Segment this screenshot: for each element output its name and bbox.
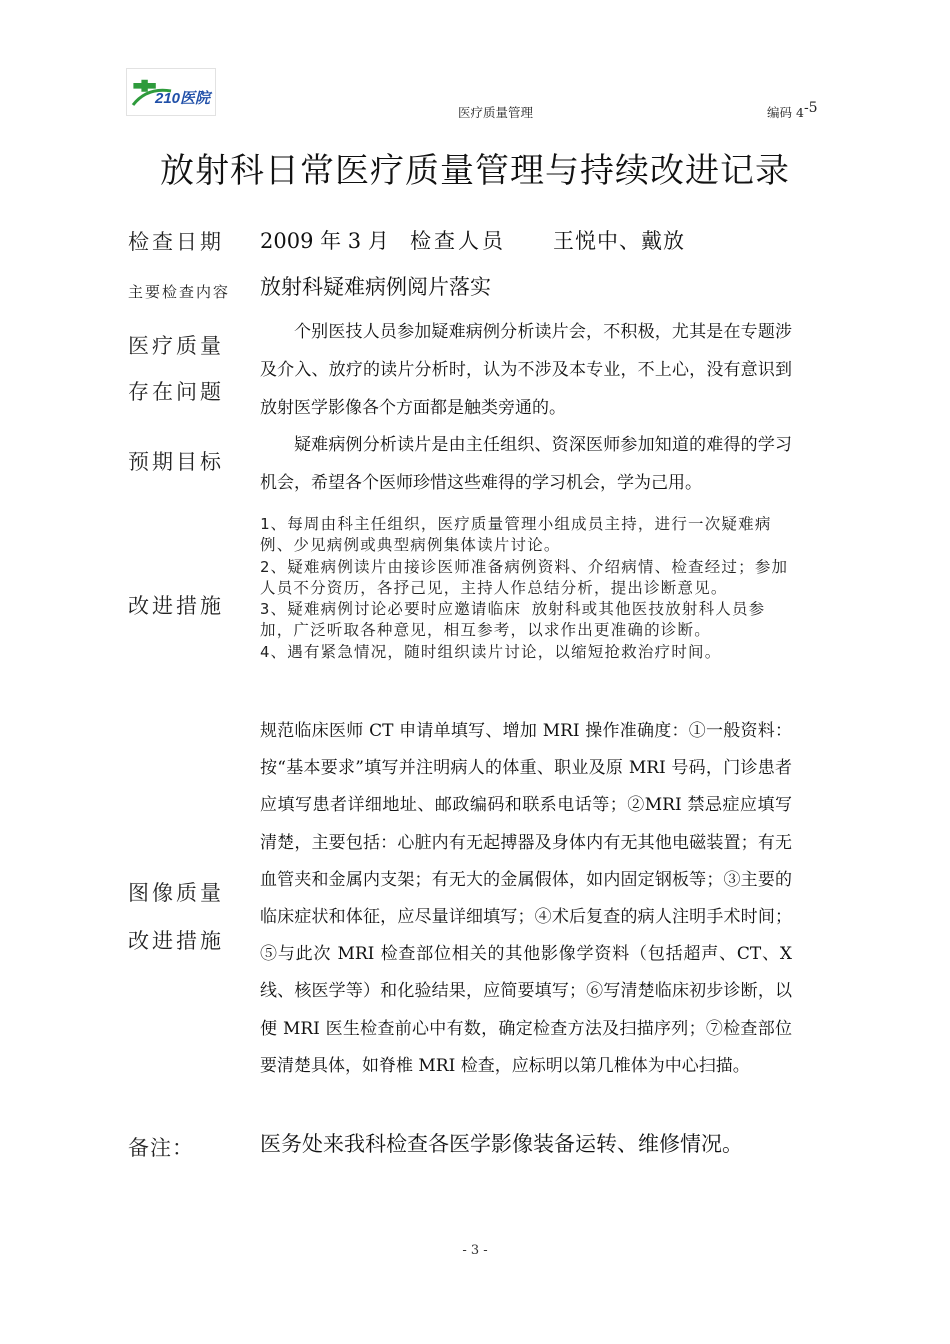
inspector-label: 检查人员 bbox=[410, 229, 506, 253]
problems-label-line1: 医疗质量 bbox=[128, 334, 224, 358]
svg-text:210医院: 210医院 bbox=[155, 90, 211, 107]
measure-item-2: 2、疑难病例读片由接诊医师准备病例资料、介绍病情、检查经过；参加人员不分资历，各抒己见，主持人作总结分析，提出诊断意见。 bbox=[260, 557, 789, 597]
document-code bbox=[767, 100, 818, 121]
document-code-label: 编码 4 bbox=[767, 105, 804, 120]
measures-list bbox=[260, 514, 792, 663]
problems-paragraph: 个别医技人员参加疑难病例分析读片会，不积极，尤其是在专题涉及介入、放疗的读片分析时，认为不涉及本专业，不上心，没有意识到放射医学影像各个方面都是触类旁通的。 bbox=[260, 322, 792, 418]
measure-item-1: 1、每周由科主任组织，医疗质量管理小组成员主持，进行一次疑难病例、少见病例或典型病例集体读片讨论。 bbox=[260, 515, 772, 555]
header-department: 医疗质量管理 bbox=[458, 105, 534, 120]
problems-text bbox=[260, 313, 792, 427]
main-content-value: 放射科疑难病例阅片落实 bbox=[260, 275, 491, 299]
goal-text bbox=[260, 426, 792, 502]
inspection-date-value: 2009 年 3 月 bbox=[260, 229, 389, 253]
inspector-value: 王悦中、戴放 bbox=[553, 229, 685, 253]
measure-item-4: 4、遇有紧急情况，随时组织读片讨论，以缩短抢救治疗时间。 bbox=[260, 642, 722, 661]
main-content-label: 主要检查内容 bbox=[128, 283, 231, 301]
remark-text: 医务处来我科检查各医学影像装备运转、维修情况。 bbox=[260, 1132, 743, 1156]
hospital-logo bbox=[126, 68, 216, 116]
inspection-date-label: 检查日期 bbox=[128, 230, 224, 254]
measures-label: 改进措施 bbox=[128, 594, 224, 618]
problems-label-line2: 存在问题 bbox=[128, 380, 224, 404]
measure-item-3: 3、疑难病例讨论必要时应邀请临床 放射科或其他医技放射科人员参加，广泛听取各种意见，相互参考，以求作出更准确的诊断。 bbox=[260, 600, 766, 640]
image-quality-label-line2: 改进措施 bbox=[128, 929, 224, 953]
hospital-logo-graphic bbox=[127, 69, 215, 115]
document-code-suffix: -5 bbox=[803, 100, 818, 116]
document-title: 放射科日常医疗质量管理与持续改进记录 bbox=[160, 151, 790, 191]
page-number: - 3 - bbox=[462, 1243, 488, 1258]
goal-label: 预期目标 bbox=[128, 450, 224, 474]
image-quality-label-line1: 图像质量 bbox=[128, 881, 224, 905]
image-quality-text: 规范临床医师 CT 申请单填写、增加 MRI 操作准确度：①一般资料：按“基本要求”填写并注明病人的体重、职业及原 MRI 号码，门诊患者应填写患者详细地址、邮政编码和联系电话等；②MRI 禁忌症应填写清楚，主要包括：心脏内有无起搏器及身体内有无其他电磁装置；有无血管夹和金属内支架；有无大的金属假体，如内固定钢板等；③主要的临床症状和体征，应尽量详细填写；④术后复查的病人注明手术时间；⑤与此次 MRI 检查部位相关的其他影像学资料（包括超声、CT、X 线、核医学等）和化验结果，应简要填写；⑥写清楚临床初步诊断，以便 MRI 医生检查前心中有数，确定检查方法及扫描序列；⑦检查部位要清楚具体，如脊椎 MRI 检查，应标明以第几椎体为中心扫描。 bbox=[260, 721, 792, 1076]
goal-paragraph: 疑难病例分析读片是由主任组织、资深医师参加知道的难得的学习机会，希望各个医师珍惜这些难得的学习机会，学为己用。 bbox=[260, 435, 792, 493]
remark-label: 备注： bbox=[128, 1136, 194, 1160]
